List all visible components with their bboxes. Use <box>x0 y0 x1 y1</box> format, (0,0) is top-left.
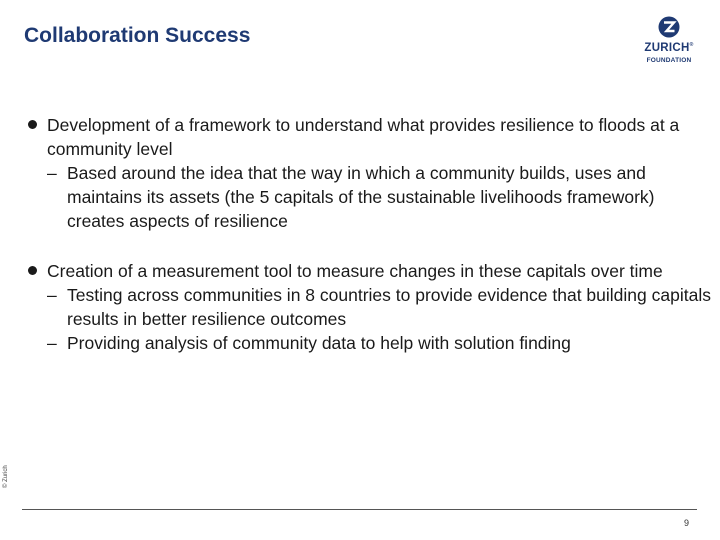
bullet-item <box>22 113 712 233</box>
sub-bullet-text: Providing analysis of community data to help with solution finding <box>67 333 571 353</box>
sub-bullet-text: Testing across communities in 8 countries to provide evidence that building capitals results in better resilience outcomes <box>67 285 711 329</box>
sub-bullet <box>47 283 712 331</box>
zurich-foundation-logo <box>638 16 700 68</box>
logo-subtitle: FOUNDATION <box>646 57 692 64</box>
sub-bullet <box>47 331 712 355</box>
page-number: 9 <box>684 518 690 528</box>
logo-wordmark: ZURICH® <box>644 42 694 54</box>
copyright-notice: © Zurich <box>3 465 9 488</box>
bullet-text: Development of a framework to understand what provides resilience to floods at a community level <box>47 115 680 159</box>
zurich-z-emblem-icon <box>658 16 680 38</box>
page-title: Collaboration Success <box>24 24 251 47</box>
footer-divider <box>22 509 697 510</box>
bullet-item <box>22 259 712 355</box>
bullet-list <box>22 113 712 355</box>
bullet-text: Creation of a measurement tool to measure changes in these capitals over time <box>47 261 663 281</box>
sub-bullet-text: Based around the idea that the way in which a community builds, uses and maintains its assets (the 5 capitals of the sustainable livelihoods framework) creates aspects of resilience <box>67 163 655 231</box>
dash-marker: – <box>47 163 57 183</box>
dash-marker: – <box>47 285 57 305</box>
bullet-dot-icon <box>28 120 37 129</box>
bullet-dot-icon <box>28 266 37 275</box>
sub-bullet <box>47 161 712 233</box>
dash-marker: – <box>47 333 57 353</box>
